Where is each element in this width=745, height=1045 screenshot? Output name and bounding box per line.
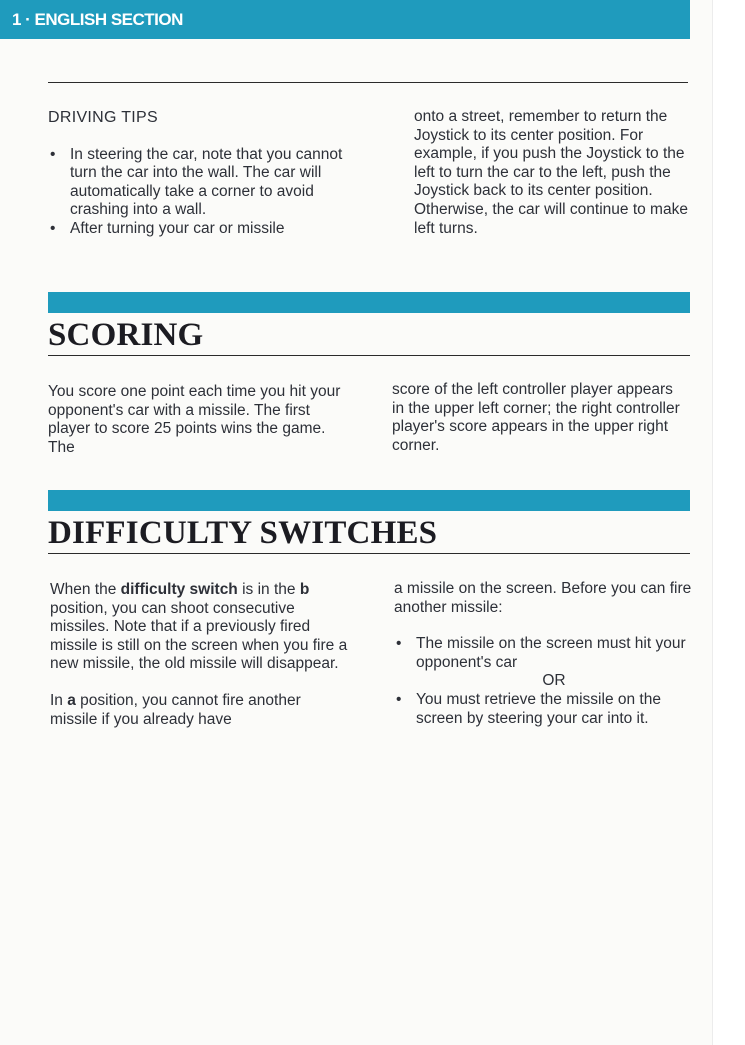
difficulty-left-column (50, 581, 350, 729)
difficulty-right-column (394, 580, 692, 728)
difficulty-divider (48, 553, 690, 554)
difficulty-list (394, 635, 692, 728)
scoring-title: SCORING (48, 317, 204, 353)
scoring-right-column (392, 381, 688, 455)
section-header-bar (0, 0, 690, 39)
driving-tips-list (48, 146, 348, 239)
scoring-accent-bar (48, 292, 690, 313)
list-item: • You must retrieve the missile on the screen by steering your car into it. (396, 690, 661, 727)
scoring-right-text: score of the left controller player appears in the upper left corner; the right controller player's score appears in the upper right corner. (392, 381, 680, 454)
list-item: • In steering the car, note that you cannot turn the car into the wall. The car will automatically take a corner to avoid crashing into a wall. (50, 145, 343, 219)
bullet-icon: • (396, 635, 402, 653)
page-edge (712, 0, 745, 1045)
list-item: • The missile on the screen must hit your opponent's car (396, 635, 686, 671)
list-item: • After turning your car or missile (50, 219, 285, 237)
difficulty-paragraph-1: When the difficulty switch is in the b position, you can shoot consecutive missiles. Note that if a previously fired missile is still on the screen when you fire a new missile, the old missile will disappear. (50, 581, 348, 673)
keyword-a: a (67, 691, 76, 709)
keyword-difficulty-switch: difficulty switch (120, 581, 238, 598)
scoring-left-text: You score one point each time you hit your opponent's car with a missile. The first player to score 25 points wins the game. The (48, 383, 341, 456)
driving-tips-continuation: onto a street, remember to return the Joystick to its center position. For example, if you push the Joystick to the left to turn the car to the left, push the Joystick back to its center position. Otherwise, the car will continue to make left turns. (414, 108, 688, 237)
difficulty-accent-bar (48, 490, 690, 511)
difficulty-paragraph-2: In a position, you cannot fire another missile if you already have (50, 691, 301, 728)
or-separator: OR (542, 672, 566, 690)
bullet-icon: • (50, 145, 56, 163)
bullet-icon: • (396, 690, 402, 708)
top-divider (48, 82, 688, 83)
section-label: 1 · ENGLISH SECTION (12, 10, 183, 29)
scoring-divider (48, 355, 690, 356)
keyword-b: b (299, 581, 310, 598)
driving-tips-heading: DRIVING TIPS (48, 109, 158, 126)
difficulty-title: DIFFICULTY SWITCHES (48, 515, 438, 551)
scoring-left-column (48, 383, 350, 457)
driving-tips-right-column (414, 108, 692, 238)
bullet-icon: • (50, 219, 56, 237)
difficulty-right-intro: a missile on the screen. Before you can fire another missile: (394, 580, 692, 616)
driving-tips-left-column (48, 109, 348, 239)
